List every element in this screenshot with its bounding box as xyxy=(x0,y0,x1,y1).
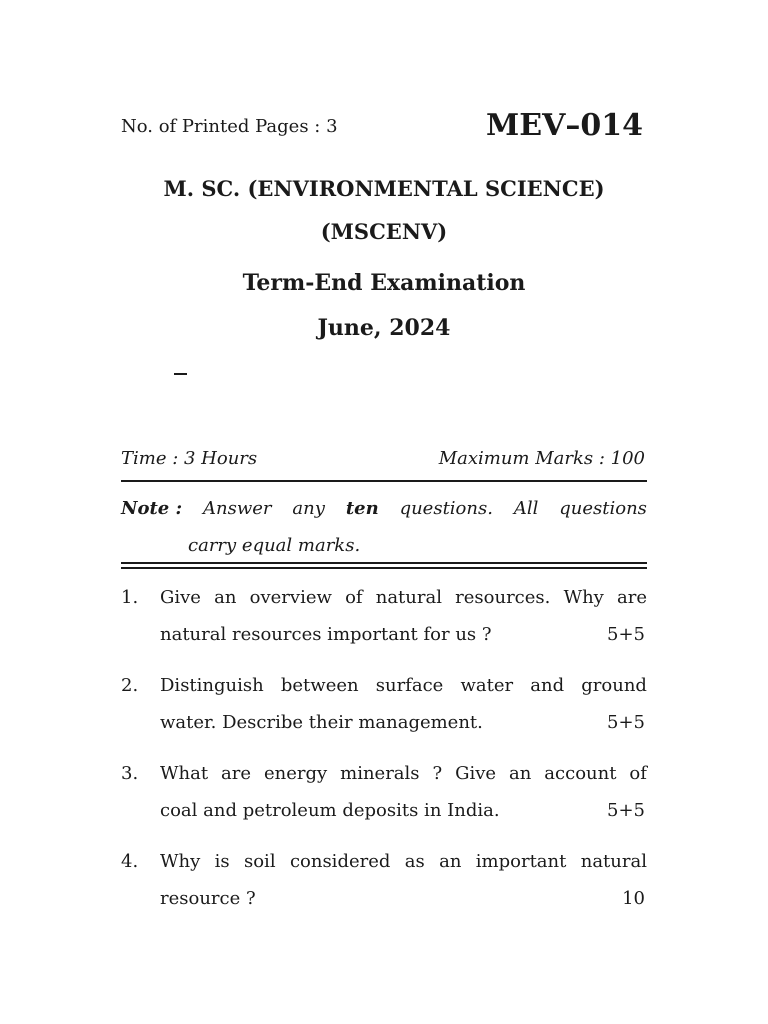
exam-title: Term-End Examination xyxy=(242,270,526,296)
question-text: resource ? xyxy=(160,888,256,909)
question-word: an xyxy=(439,851,462,872)
question-marks: 5+5 xyxy=(607,624,645,645)
question-word: resources. xyxy=(455,587,551,608)
question-word: are xyxy=(617,587,647,608)
question-item xyxy=(121,587,647,675)
question-word: an xyxy=(509,763,532,784)
question-text: water. Describe their management. xyxy=(160,712,483,733)
question-text-line-2 xyxy=(160,712,645,733)
exam-note xyxy=(121,490,647,564)
question-word: as xyxy=(404,851,425,872)
question-word: Give xyxy=(455,763,497,784)
question-item xyxy=(121,675,647,763)
maximum-marks: Maximum Marks : 100 xyxy=(438,448,645,469)
question-text: coal and petroleum deposits in India. xyxy=(160,800,500,821)
question-word: ? xyxy=(432,763,443,784)
question-item xyxy=(121,851,647,939)
question-word: energy xyxy=(263,763,328,784)
question-word: overview xyxy=(249,587,332,608)
note-line-2: carry equal marks. xyxy=(188,535,361,556)
question-word: natural xyxy=(580,851,647,872)
question-word: surface xyxy=(375,675,444,696)
dash-mark xyxy=(174,373,187,375)
question-word: water xyxy=(460,675,514,696)
question-word: Why xyxy=(160,851,201,872)
course-title: M. SC. (ENVIRONMENTAL SCIENCE) xyxy=(163,176,605,201)
question-word: natural xyxy=(375,587,442,608)
printed-pages-count: No. of Printed Pages : 3 xyxy=(121,116,338,137)
question-word: and xyxy=(530,675,565,696)
question-list xyxy=(121,587,647,939)
question-text: natural resources important for us ? xyxy=(160,624,492,645)
question-number: 2. xyxy=(121,675,139,696)
question-word: important xyxy=(475,851,567,872)
question-text-line-1 xyxy=(160,675,647,696)
question-word: What xyxy=(160,763,209,784)
note-word: All xyxy=(513,498,539,519)
question-text-line-1 xyxy=(160,851,647,872)
time-allowed: Time : 3 Hours xyxy=(121,448,258,469)
question-word: of xyxy=(629,763,647,784)
question-word: of xyxy=(345,587,363,608)
question-word: are xyxy=(221,763,252,784)
question-number: 1. xyxy=(121,587,139,608)
question-word: soil xyxy=(243,851,276,872)
question-text-line-2 xyxy=(160,888,645,909)
note-word-emphasis: ten xyxy=(345,498,379,519)
question-word: ground xyxy=(581,675,647,696)
question-word: Distinguish xyxy=(160,675,264,696)
question-marks: 5+5 xyxy=(607,712,645,733)
note-line-1 xyxy=(121,490,647,527)
note-label: Note : xyxy=(121,498,183,519)
question-word: Why xyxy=(563,587,604,608)
question-item xyxy=(121,763,647,851)
question-text-line-1 xyxy=(160,587,647,608)
question-text-line-2 xyxy=(160,800,645,821)
question-text-line-2 xyxy=(160,624,645,645)
question-word: considered xyxy=(289,851,391,872)
question-marks: 10 xyxy=(622,888,645,909)
note-word: any xyxy=(292,498,325,519)
question-number: 3. xyxy=(121,763,139,784)
course-code: (MSCENV) xyxy=(320,219,448,244)
paper-header xyxy=(121,108,645,148)
question-word: an xyxy=(214,587,237,608)
question-word: between xyxy=(280,675,359,696)
divider-top xyxy=(121,480,647,482)
question-number: 4. xyxy=(121,851,139,872)
paper-code: MEV–014 xyxy=(486,108,643,143)
divider-double-upper xyxy=(121,562,647,564)
question-text-line-1 xyxy=(160,763,647,784)
question-word: account xyxy=(544,763,617,784)
divider-double-lower xyxy=(121,567,647,569)
question-word: minerals xyxy=(340,763,420,784)
exam-date: June, 2024 xyxy=(317,315,451,341)
question-marks: 5+5 xyxy=(607,800,645,821)
note-word: questions xyxy=(559,498,647,519)
note-word: Answer xyxy=(203,498,272,519)
question-word: is xyxy=(214,851,230,872)
note-word: questions. xyxy=(399,498,493,519)
question-word: Give xyxy=(160,587,201,608)
